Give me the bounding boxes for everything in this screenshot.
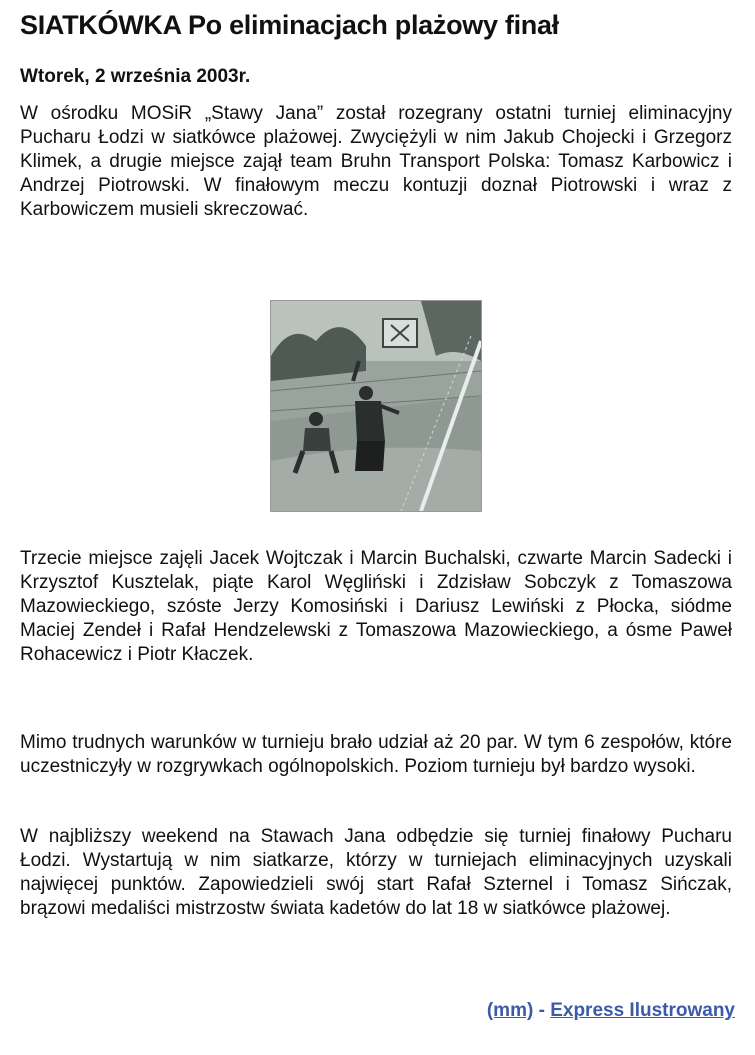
article-paragraph: W ośrodku MOSiR „Stawy Jana” został rozegrany ostatni turniej eliminacyjny Pucharu Łodzi w siatkówce plażowej. Zwyciężyli w nim Jakub Chojecki i Grzegorz Klimek, a drugie miejsce zajął team Bruhn Transport Polska: Tomasz Karbowicz i Andrzej Piotrowski. W finałowym meczu kontuzji doznał Piotrowski i wraz z Karbowiczem musieli skreczować. xyxy=(20,103,732,220)
article-date: Wtorek, 2 września 2003r. xyxy=(20,66,251,87)
credit-source-link[interactable]: Express Ilustrowany xyxy=(550,1000,735,1021)
beach-volleyball-photo-icon xyxy=(271,301,481,511)
article-photo xyxy=(270,300,482,512)
article-paragraph: Trzecie miejsce zajęli Jacek Wojtczak i Marcin Buchalski, czwarte Marcin Sadecki i Krzysztof Kusztelak, piąte Karol Węgliński i Zdzisław Sobczyk z Tomaszowa Mazowieckiego, szóste Jerzy Komosiński i Dariusz Lewiński z Płocka, siódme Maciej Zendeł i Rafał Hendzelewski z Tomaszowa Mazowieckiego, a ósme Paweł Rohacewicz i Piotr Kłaczek. xyxy=(20,548,732,665)
article-credit xyxy=(487,1000,735,1022)
credit-separator: - xyxy=(538,1000,545,1021)
article-paragraph: Mimo trudnych warunków w turnieju brało udział aż 20 par. W tym 6 zespołów, które uczestniczyły w rozgrywkach ogólnopolskich. Poziom turnieju był bardzo wysoki. xyxy=(20,732,732,777)
article-paragraph: W najbliższy weekend na Stawach Jana odbędzie się turniej finałowy Pucharu Łodzi. Wystartują w nim siatkarze, którzy w turniejach eliminacyjnych uzyskali najwięcej punktów. Zapowiedzieli swój start Rafał Szternel i Tomasz Sińczak, brązowi medaliści mistrzostw świata kadetów do lat 18 w siatkówce plażowej. xyxy=(20,826,732,919)
article-title: SIATKÓWKA Po eliminacjach plażowy finał xyxy=(20,10,559,40)
credit-author-link[interactable]: (mm) xyxy=(486,1000,534,1021)
